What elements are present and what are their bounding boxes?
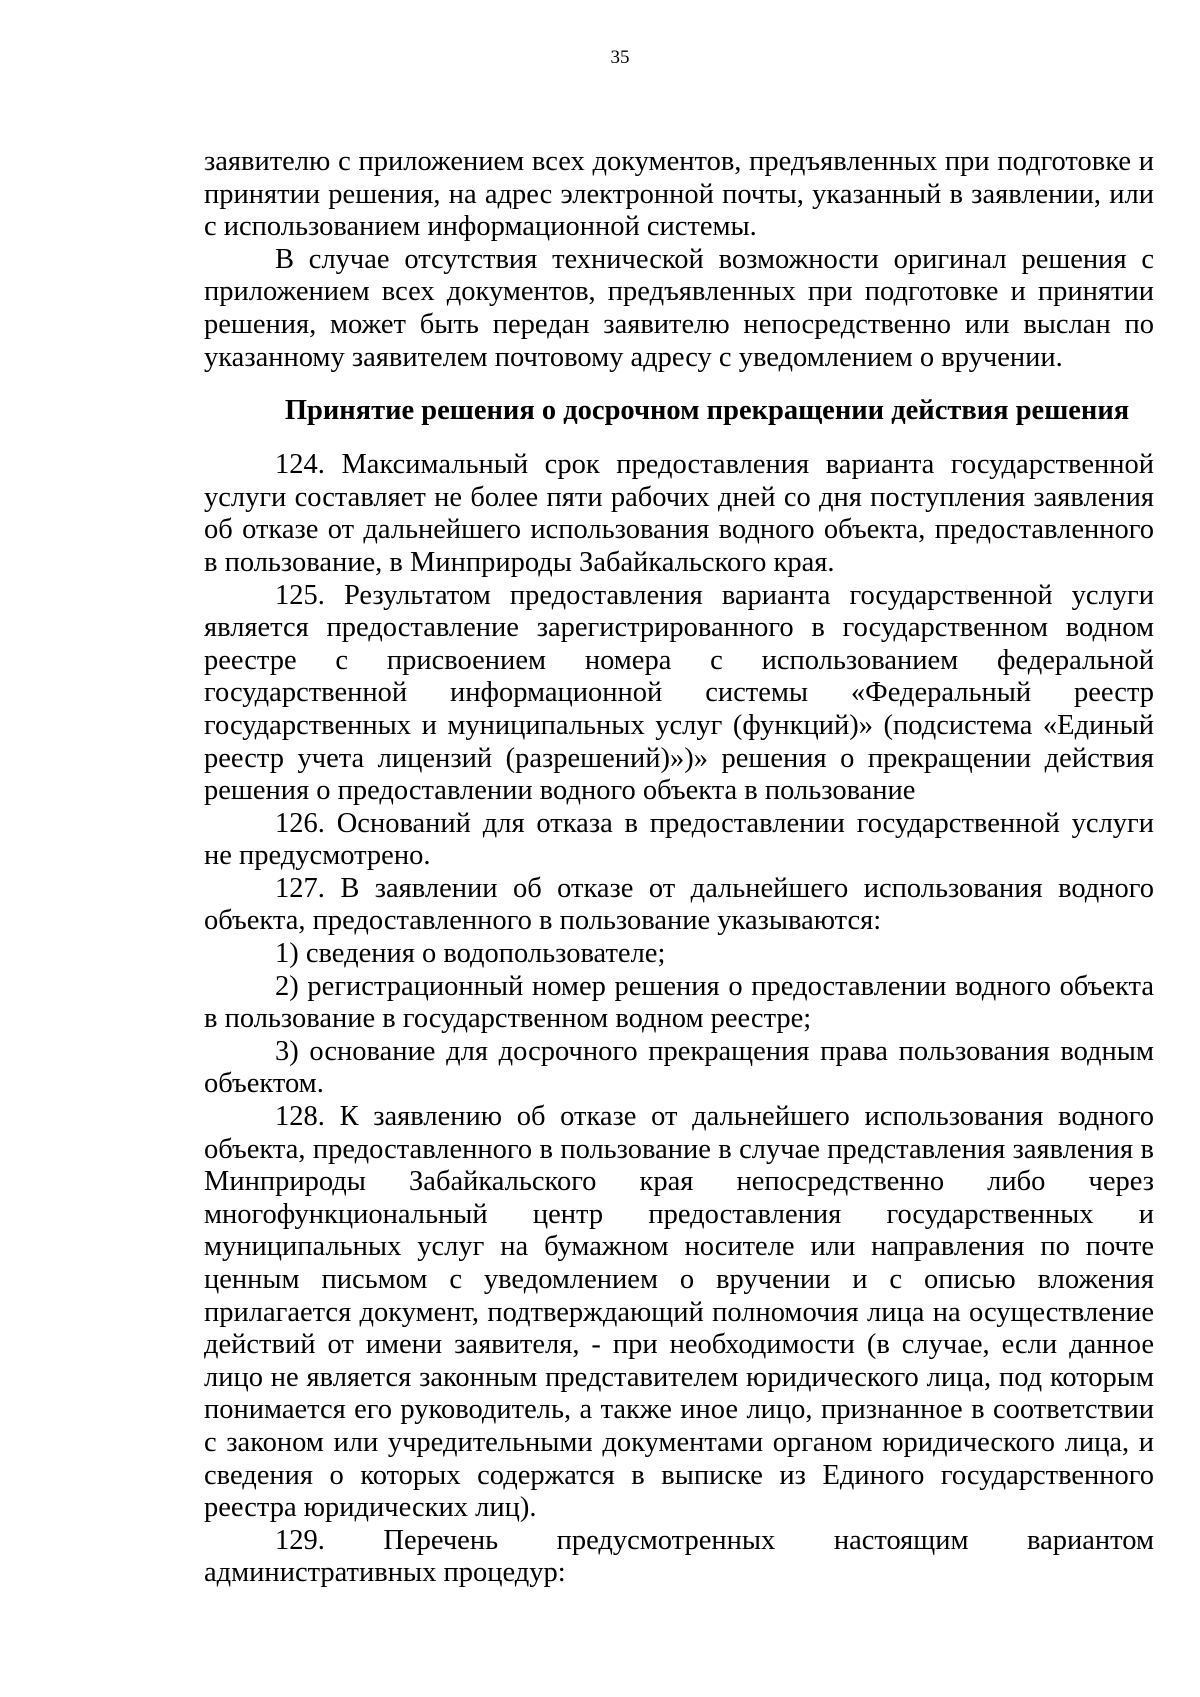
paragraph-124: 124. Максимальный срок предоставления варианта государственной услуги составляет не более пяти рабочих дней со дня поступления заявления об отказе от дальнейшего использования водного объекта, предоставленного в пользование, в Минприроды Забайкальского края. [204, 449, 1154, 578]
paragraph-126: 126. Оснований для отказа в предоставлении государственной услуги не предусмотрено. [204, 807, 1154, 872]
paragraph-127: 127. В заявлении об отказе от дальнейшего использования водного объекта, предоставленного в пользование указываются: [204, 872, 1154, 937]
paragraph-128: 128. К заявлению об отказе от дальнейшего использования водного объекта, предоставленного в пользование в случае представления заявления в Минприроды Забайкальского края непосредственно либо через многофункциональный центр предоставления государственных и муниципальных услуг на бумажном носителе или направления по почте ценным письмом с уведомлением о вручении и с описью вложения прилагается документ, подтверждающий полномочия лица на осуществление действий от имени заявителя, - при необходимости (в случае, если данное лицо не является законным представителем юридического лица, под которым понимается его руководитель, а также иное лицо, признанное в соответствии с законом или учредительными документами органом юридического лица, и сведения о которых содержатся в выписке из Единого государственного реестра юридических лиц). [204, 1101, 1154, 1524]
section-heading: Принятие решения о досрочном прекращении действия решения [284, 395, 1130, 427]
paragraph-129: 129. Перечень предусмотренных настоящим вариантом административных процедур: [204, 1524, 1154, 1589]
list-item-127-2: 2) регистрационный номер решения о предоставлении водного объекта в пользование в государственном водном реестре; [204, 970, 1154, 1035]
paragraph-125: 125. Результатом предоставления варианта государственной услуги является предоставление зарегистрированного в государственном водном реестре с присвоением номера с использованием федеральной государственной информационной системы «Федеральный реестр государственных и муниципальных услуг (функций)» (подсистема «Единый реестр учета лицензий (разрешений)»)» решения о прекращении действия решения о предоставлении водного объекта в пользование [204, 579, 1154, 807]
paragraph-continuation: заявителю с приложением всех документов, предъявленных при подготовке и принятии решения, на адрес электронной почты, указанный в заявлении, или с использованием информационной системы. [204, 146, 1154, 243]
paragraph-no-technical-possibility: В случае отсутствия технической возможности оригинал решения с приложением всех документов, предъявленных при подготовке и принятии решения, может быть передан заявителю непосредственно или выслан по указанному заявителем почтовому адресу с уведомлением о вручении. [204, 243, 1154, 373]
document-body [204, 146, 1154, 1590]
page-number: 35 [610, 47, 630, 68]
list-item-127-3: 3) основание для досрочного прекращения права пользования водным объектом. [204, 1035, 1154, 1100]
list-item-127-1: 1) сведения о водопользователе; [275, 938, 666, 970]
